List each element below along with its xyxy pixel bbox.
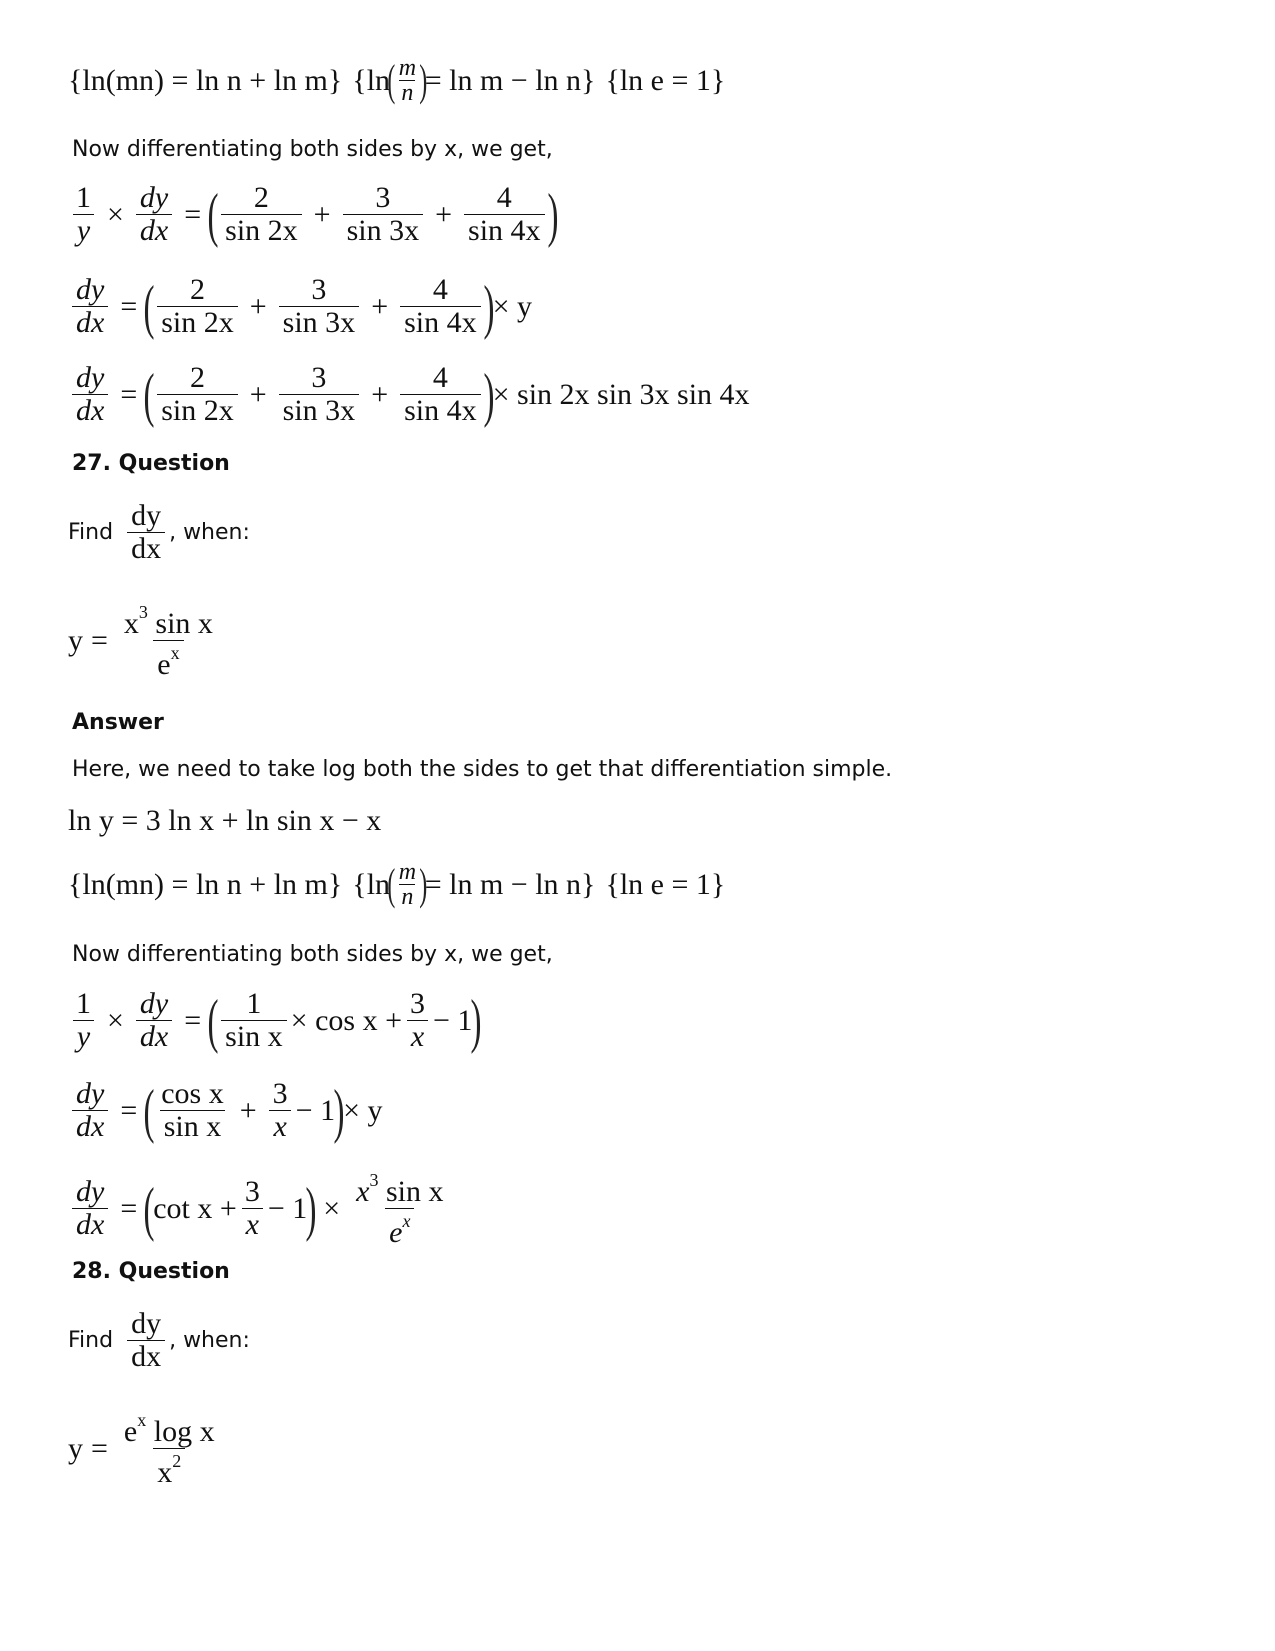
ln-y-equation: ln y = 3 ln x + ln sin x − x xyxy=(68,804,382,837)
log-rules-line-2: {ln(mn) = ln n + ln m} {ln ( $\frac{m}{n}$ ) = ln m − ln n} {ln e = 1} xyxy=(68,859,726,910)
q28-function: y = $\frac{e^x \log x}{x^2}$ xyxy=(68,1410,215,1489)
q27-find-line: Find $\frac{dy}{dx}$ , when: xyxy=(68,499,250,565)
m-over-n-fraction: $\frac{m}{n}$ xyxy=(398,55,417,106)
paren-left: ( xyxy=(387,55,396,105)
ln-product-rule: {ln(mn) = ln n + ln m} xyxy=(68,63,343,97)
q28-find-line: Find $\frac{dy}{dx}$ , when: xyxy=(68,1307,250,1373)
question-28-heading: 28. Question xyxy=(72,1259,230,1284)
equation-d: $\frac{1}{y}$ × $\frac{dy}{dx}$ = ( $\frac{1}{\text{sin x}}$ × cos x + $\frac{3}{x}$ − 1 ) xyxy=(68,988,480,1053)
log-rules-line-1 xyxy=(68,56,725,105)
now-differentiating-text-1: Now differentiating both sides by x, we get, xyxy=(72,137,553,162)
ln-e-rule: {ln e = 1} xyxy=(605,63,726,97)
equation-c: $\frac{dy}{dx}$ = ( $\frac{2}{\sin 2x}$ + $\frac{3}{\sin 3x}$ + $\frac{4}{\sin 4x}$ ) × sin 2x sin 3x sin 4x xyxy=(68,362,750,427)
answer-heading: Answer xyxy=(72,710,164,735)
here-we-need-text: Here, we need to take log both the sides to get that differentiation simple. xyxy=(72,757,893,782)
equation-f: $\frac{dy}{dx}$ = ( cot x + $\frac{3}{x}$ − 1 ) × $\frac{x^3 \sin x}{e^x}$ xyxy=(68,1168,451,1249)
equation-e: $\frac{dy}{dx}$ = ( $\frac{\text{cos x}}{\text{sin x}}$ + $\frac{3}{x}$ − 1 ) × y xyxy=(68,1078,382,1143)
equation-b: $\frac{dy}{dx}$ = ( $\frac{2}{\sin 2x}$ + $\frac{3}{\sin 3x}$ + $\frac{4}{\sin 4x}$ ) × y xyxy=(68,274,532,339)
now-differentiating-text-2: Now differentiating both sides by x, we get, xyxy=(72,942,553,967)
q27-function: y = $\frac{x^3 \sin x}{e^x}$ xyxy=(68,602,213,681)
ln-quotient-rest: = ln m − ln n} xyxy=(424,63,596,97)
equation-a: $\frac{1}{y}$ × $\frac{dy}{dx}$ = ( $\frac{2}{\sin 2x}$ + $\frac{3}{\sin 3x}$ + $\frac{4}{\sin 4x}$ ) xyxy=(68,182,557,247)
question-27-heading: 27. Question xyxy=(72,451,230,476)
ln-quotient-open: {ln xyxy=(352,63,391,97)
paren-right: ) xyxy=(419,55,428,105)
